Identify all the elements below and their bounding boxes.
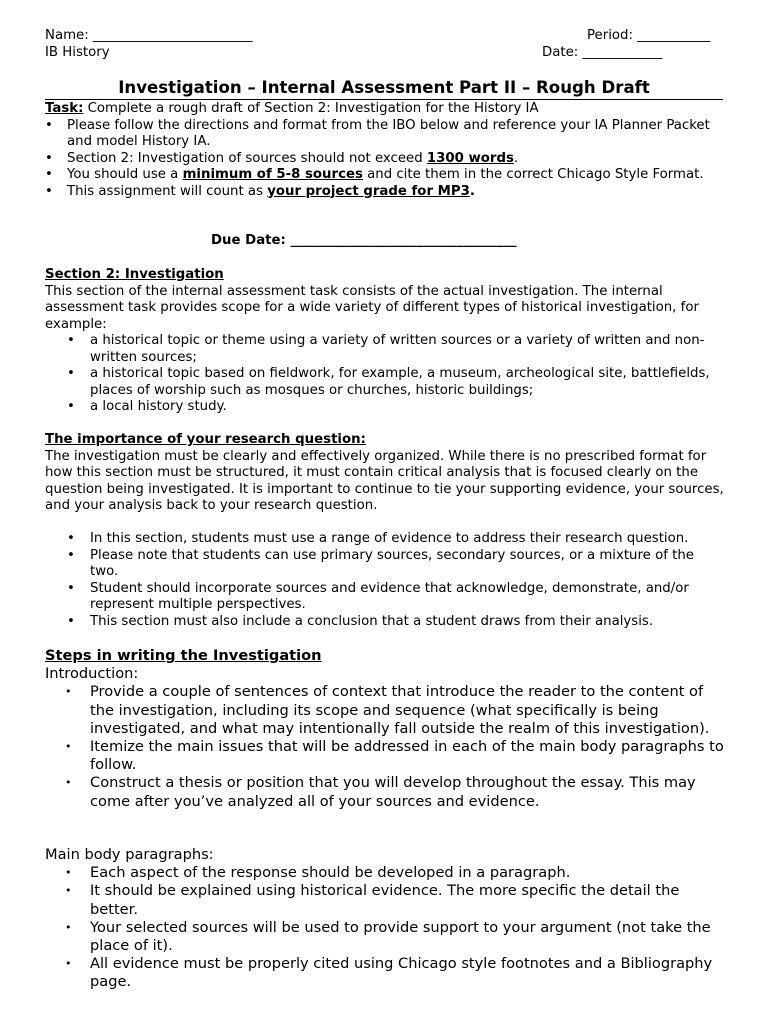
introduction-list [45, 683, 725, 810]
task-bullets [45, 118, 725, 201]
section2-list [45, 333, 725, 416]
importance-list-wrap [45, 531, 725, 630]
bullet-icon: • [45, 167, 53, 182]
list-item: • Construct a thesis or position that you will develop throughout the essay. This may come after you’ve analyzed all of your sources and evidence. [65, 774, 696, 810]
bullet-icon: • [67, 366, 75, 381]
steps-section [45, 647, 725, 811]
task-text: Complete a rough draft of Section 2: Investigation for the History IA [83, 101, 539, 116]
course-name: IB History [45, 45, 110, 60]
list-item: • a historical topic based on fieldwork, for example, a museum, archeological site, battlefields, places of worship such as mosques or churches, historic buildings; [67, 366, 710, 398]
list-item: • It should be explained using historical evidence. The more specific the detail the better. [65, 882, 680, 918]
page-title: Investigation – Internal Assessment Part II – Rough Draft [45, 77, 723, 100]
importance-heading: The importance of your research question: [45, 432, 366, 447]
bullet-icon: • [67, 399, 75, 414]
list-item: • Provide a couple of sentences of context that introduce the reader to the content of the investigation, including its scope and sequence (what specifically is being investigated, and what may intentionally fall outside the realm of this investigation). [65, 683, 710, 737]
main-body-list [45, 864, 725, 991]
steps-heading: Steps in writing the Investigation [45, 647, 322, 664]
importance-list [45, 531, 725, 630]
section2-heading: Section 2: Investigation [45, 267, 224, 282]
bullet-icon: • [65, 740, 72, 754]
list-item: • This assignment will count as your project grade for MP3. [45, 183, 475, 199]
list-item: • You should use a minimum of 5-8 sources and cite them in the correct Chicago Style Format. [45, 167, 704, 182]
bullet-icon: • [65, 884, 72, 898]
list-item: • a historical topic or theme using a variety of written sources or a variety of written and non-written sources; [67, 333, 705, 365]
task-label: Task: [45, 101, 84, 116]
bullet-icon: • [45, 117, 53, 133]
list-item: • This section must also include a conclusion that a student draws from their analysis. [67, 613, 654, 629]
word-limit: 1300 words [426, 150, 514, 166]
list-item: • Please note that students can use primary sources, secondary sources, or a mixture of the two. [67, 547, 694, 579]
due-date-line: Due Date: __________________________________ [211, 233, 517, 248]
name-field-label: Name: ________________________ [45, 28, 253, 43]
task-section [45, 101, 725, 200]
bullet-icon: • [45, 150, 53, 166]
list-item: • Please follow the directions and format from the IBO below and reference your IA Planner Packet and model History IA. [45, 117, 710, 149]
list-item: • Student should incorporate sources and evidence that acknowledge, demonstrate, and/or represent multiple perspectives. [67, 580, 689, 612]
grade-weight: your project grade for MP3 [267, 183, 470, 199]
importance-text: The investigation must be clearly and effectively organized. While there is no prescribed format for how this section must be structured, it must contain critical analysis that is focused clearly on the question being investigated. It is important to continue to tie your supporting evidence, your sources, and your analysis back to your research question. [45, 448, 724, 513]
task-line [45, 101, 725, 118]
bullet-icon: • [67, 531, 75, 546]
bullet-icon: • [65, 920, 72, 934]
bullet-icon: • [65, 776, 72, 790]
bullet-icon: • [65, 957, 72, 971]
importance-section [45, 432, 725, 515]
bullet-icon: • [67, 580, 75, 596]
list-item: • Each aspect of the response should be developed in a paragraph. [65, 864, 571, 882]
list-item: • Your selected sources will be used to provide support to your argument (not take the place of it). [65, 918, 711, 955]
source-minimum: minimum of 5-8 sources [182, 167, 363, 182]
list-item: • Itemize the main issues that will be addressed in each of the main body paragraphs to follow. [65, 738, 724, 774]
list-item: • All evidence must be properly cited using Chicago style footnotes and a Bibliography page. [65, 955, 713, 991]
section2-intro: This section of the internal assessment task consists of the actual investigation. The internal assessment task provides scope for a wide variety of different types of historical investigation, for example: [45, 283, 699, 332]
main-body-label: Main body paragraphs: [45, 846, 214, 863]
introduction-label: Introduction: [45, 665, 139, 683]
bullet-icon: • [45, 183, 53, 199]
list-item: • Section 2: Investigation of sources should not exceed 1300 words. [45, 150, 519, 166]
bullet-icon: • [67, 547, 75, 563]
period-field-label: Period: ___________ [587, 28, 711, 43]
bullet-icon: • [67, 333, 75, 348]
date-field-label: Date: ____________ [542, 45, 663, 60]
bullet-icon: • [65, 685, 72, 699]
list-item: • In this section, students must use a range of evidence to address their research question. [67, 531, 689, 546]
list-item: • a local history study. [67, 399, 227, 414]
bullet-icon: • [67, 613, 75, 629]
section2 [45, 267, 725, 416]
bullet-icon: • [65, 866, 72, 880]
main-body-section [45, 846, 725, 992]
